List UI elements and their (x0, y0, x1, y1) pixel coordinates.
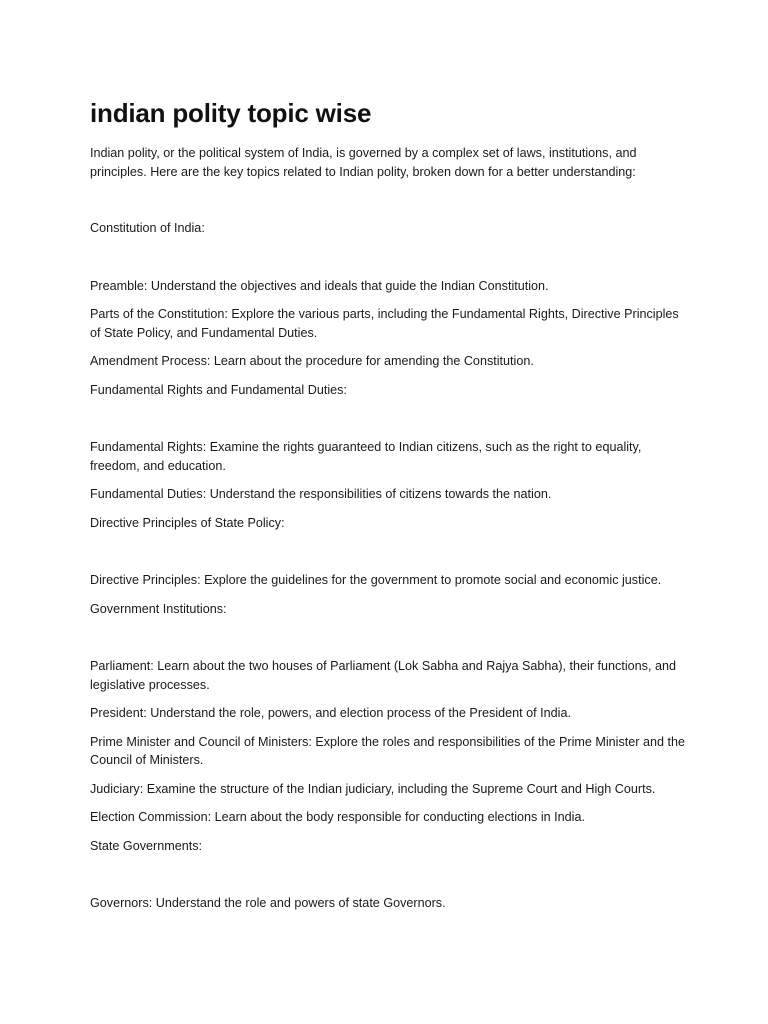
section-item: President: Understand the role, powers, and election process of the President of India. (90, 706, 571, 720)
section-heading-state-governments: State Governments: (90, 838, 202, 853)
section-item: Parliament: Learn about the two houses of Parliament (Lok Sabha and Rajya Sabha), their functions, and legislative processes. (90, 659, 676, 692)
section-heading-constitution: Constitution of India: (90, 221, 205, 235)
section-item: Election Commission: Learn about the body responsible for conducting elections in India. (90, 810, 585, 824)
section-heading-directive-principles: Directive Principles of State Policy: (90, 515, 285, 530)
section-item: Prime Minister and Council of Ministers: Explore the roles and responsibilities of the Prime Minister and the Council of Ministers. (90, 734, 685, 767)
section-item: Judiciary: Examine the structure of the Indian judiciary, including the Supreme Court and High Courts. (90, 781, 656, 796)
document-title: indian polity topic wise (90, 98, 372, 128)
section-item: Governors: Understand the role and powers of state Governors. (90, 896, 446, 910)
section-item: Directive Principles: Explore the guidelines for the government to promote social and economic justice. (90, 573, 662, 587)
section-item: Fundamental Duties: Understand the responsibilities of citizens towards the nation. (90, 487, 552, 501)
intro-paragraph: Indian polity, or the political system of India, is governed by a complex set of laws, institutions, and principles. Here are the key topics related to Indian polity, broken down for a better understanding: (90, 146, 637, 179)
section-heading-fundamental-rights: Fundamental Rights and Fundamental Duties: (90, 382, 347, 397)
section-item: Amendment Process: Learn about the procedure for amending the Constitution. (90, 354, 534, 368)
section-item: Fundamental Rights: Examine the rights guaranteed to Indian citizens, such as the right to equality, freedom, and education. (90, 440, 642, 473)
section-item: Parts of the Constitution: Explore the various parts, including the Fundamental Rights, Directive Principles of State Policy, and Fundamental Duties. (90, 307, 679, 340)
section-item: Preamble: Understand the objectives and ideals that guide the Indian Constitution. (90, 278, 549, 293)
section-heading-government-institutions: Government Institutions: (90, 601, 227, 616)
document-page (90, 96, 690, 923)
